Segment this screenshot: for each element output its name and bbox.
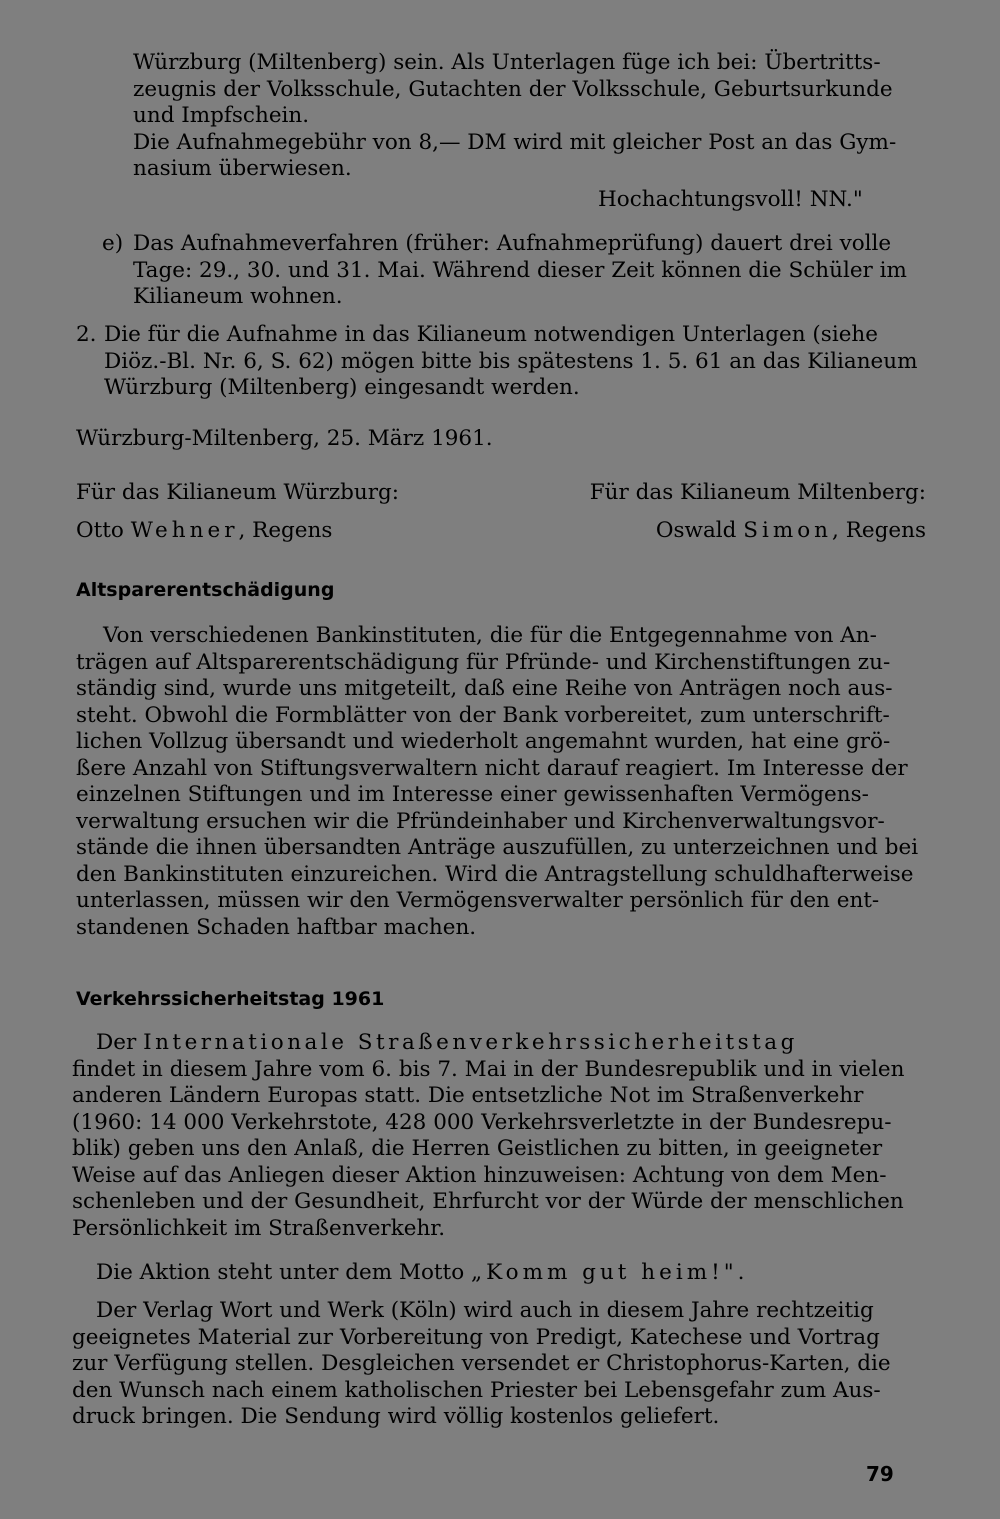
signature-right-title: , Regens: [832, 518, 926, 543]
text-line: schenleben und der Gesundheit, Ehrfurcht vor der Würde der menschlichen: [72, 1189, 904, 1214]
section2-last-paragraph: [72, 1298, 926, 1431]
text-line: stände die ihnen übersandten Anträge auszufüllen, zu unterzeichnen und bei: [76, 835, 919, 860]
text-line: ßere Anzahl von Stiftungsverwaltern nicht darauf reagiert. Im Interesse der: [76, 755, 908, 781]
signature-orgs: [76, 480, 926, 505]
page-number: 79: [866, 1462, 894, 1486]
signature-right: [656, 518, 926, 543]
section-heading: Altsparerentschädigung: [76, 579, 335, 601]
text-line: nasium überwiesen.: [133, 156, 352, 181]
text-line: den Wunsch nach einem katholischen Priester bei Lebensgefahr zum Aus-: [72, 1377, 881, 1403]
section2-paragraph: [72, 1030, 926, 1242]
text-line: blik) geben uns den Anlaß, die Herren Geistlichen zu bitten, in geeigneter: [72, 1136, 883, 1161]
place-date: Würzburg-Miltenberg, 25. März 1961.: [76, 426, 493, 451]
signature-right-org: Für das Kilianeum Miltenberg:: [589, 480, 926, 505]
text-line: standenen Schaden haftbar machen.: [76, 914, 477, 940]
signature-left-org: Für das Kilianeum Würzburg:: [76, 480, 400, 505]
text-line: Kilianeum wohnen.: [133, 284, 343, 309]
signature-right-surname: Simon: [743, 518, 833, 543]
text-line: Die für die Aufnahme in das Kilianeum notwendigen Unterlagen (siehe: [104, 322, 878, 347]
text-line: Weise auf das Anliegen dieser Aktion hinzuweisen: Achtung von dem Men-: [72, 1162, 887, 1188]
event-title-spaced: Internationale Straßenverkehrssicherheitstag: [143, 1030, 798, 1055]
text-line: trägen auf Altsparerentschädigung für Pfründe- und Kirchenstiftungen zu-: [76, 649, 891, 675]
text-line: anderen Ländern Europas statt. Die entsetzliche Not im Straßenverkehr: [72, 1083, 864, 1108]
signature-names: [76, 518, 926, 543]
list-marker: e): [102, 231, 124, 256]
list-item-2: [104, 322, 926, 402]
text-line: Persönlichkeit im Straßenverkehr.: [72, 1215, 446, 1241]
signature-right-first: Oswald: [655, 518, 737, 543]
text-line: Der Verlag Wort und Werk (Köln) wird auch in diesem Jahre rechtzeitig: [96, 1298, 874, 1323]
text-fragment: Die Aktion steht unter dem Motto: [96, 1260, 465, 1285]
signature-left: [76, 518, 332, 543]
letter-closing: Hochachtungsvoll! NN.": [598, 187, 863, 212]
text-line: Tage: 29., 30. und 31. Mai. Während dieser Zeit können die Schüler im: [133, 257, 907, 283]
list-marker: 2.: [76, 322, 97, 347]
text-line: Würzburg (Miltenberg) eingesandt werden.: [104, 375, 580, 400]
text-line: steht. Obwohl die Formblätter von der Bank vorbereitet, zum unterschrift-: [76, 702, 890, 728]
section1-paragraph: [76, 623, 926, 941]
text-fragment: Der: [96, 1030, 137, 1055]
motto-spaced: „Komm gut heim!".: [471, 1260, 749, 1285]
text-line: und Impfschein.: [133, 103, 310, 128]
text-line: zeugnis der Volksschule, Gutachten der Volksschule, Geburtsurkunde: [133, 76, 893, 102]
intro-paragraph: [133, 50, 926, 183]
section-heading: Verkehrssicherheitstag 1961: [76, 988, 385, 1010]
text-line: verwaltung ersuchen wir die Pfründeinhaber und Kirchenverwaltungsvor-: [76, 808, 885, 834]
text-line: zur Verfügung stellen. Desgleichen versendet er Christophorus-Karten, die: [72, 1351, 891, 1376]
text-line: [72, 1030, 926, 1057]
text-line: lichen Vollzug übersandt und wiederholt angemahnt wurden, hat eine grö-: [76, 729, 891, 754]
text-line: (1960: 14 000 Verkehrstote, 428 000 Verkehrsverletzte in der Bundesrepu-: [72, 1109, 892, 1135]
signature-left-title: , Regens: [238, 518, 333, 543]
text-line: Diöz.-Bl. Nr. 6, S. 62) mögen bitte bis spätestens 1. 5. 61 an das Kilianeum: [104, 348, 918, 374]
text-line: geeignetes Material zur Vorbereitung von Predigt, Katechese und Vortrag: [72, 1324, 880, 1350]
motto-line: [96, 1260, 926, 1287]
text-line: Die Aufnahmegebühr von 8,— DM wird mit gleicher Post an das Gym-: [133, 129, 897, 155]
text-line: druck bringen. Die Sendung wird völlig kostenlos geliefert.: [72, 1404, 720, 1429]
list-item-e: [133, 231, 926, 311]
text-line: Das Aufnahmeverfahren (früher: Aufnahmeprüfung) dauert drei volle: [133, 231, 892, 256]
text-line: ständig sind, wurde uns mitgeteilt, daß eine Reihe von Anträgen noch aus-: [76, 676, 893, 701]
text-line: einzelnen Stiftungen und im Interesse einer gewissenhaften Vermögens-: [76, 782, 869, 807]
text-line: den Bankinstituten einzureichen. Wird die Antragstellung schuldhafterweise: [76, 861, 914, 887]
signature-left-surname: Wehner: [130, 518, 239, 543]
signature-left-first: Otto: [76, 518, 124, 543]
text-line: unterlassen, müssen wir den Vermögensverwalter persönlich für den ent-: [76, 888, 880, 913]
text-line: Würzburg (Miltenberg) sein. Als Unterlagen füge ich bei: Übertritts-: [133, 50, 881, 75]
text-line: findet in diesem Jahre vom 6. bis 7. Mai in der Bundesrepublik und in vielen: [72, 1056, 905, 1082]
text-line: Von verschiedenen Bankinstituten, die für die Entgegennahme von An-: [103, 623, 877, 648]
